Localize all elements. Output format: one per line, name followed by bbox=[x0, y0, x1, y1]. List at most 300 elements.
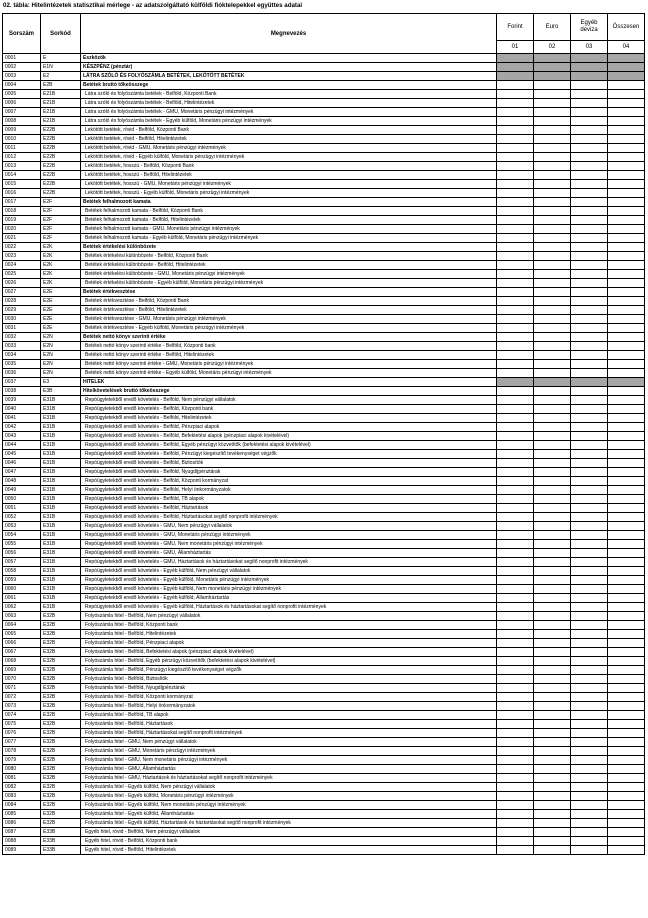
value-cell-euro[interactable] bbox=[534, 576, 571, 585]
value-cell-egyeb-deviza[interactable] bbox=[571, 405, 608, 414]
value-cell-forint[interactable] bbox=[497, 504, 534, 513]
value-cell-egyeb-deviza[interactable] bbox=[571, 297, 608, 306]
value-cell-osszesen[interactable] bbox=[608, 657, 645, 666]
value-cell-forint[interactable] bbox=[497, 378, 534, 387]
value-cell-euro[interactable] bbox=[534, 162, 571, 171]
value-cell-euro[interactable] bbox=[534, 513, 571, 522]
value-cell-osszesen[interactable] bbox=[608, 693, 645, 702]
value-cell-egyeb-deviza[interactable] bbox=[571, 54, 608, 63]
value-cell-osszesen[interactable] bbox=[608, 387, 645, 396]
value-cell-euro[interactable] bbox=[534, 63, 571, 72]
value-cell-forint[interactable] bbox=[497, 666, 534, 675]
value-cell-egyeb-deviza[interactable] bbox=[571, 504, 608, 513]
value-cell-euro[interactable] bbox=[534, 738, 571, 747]
value-cell-osszesen[interactable] bbox=[608, 513, 645, 522]
value-cell-osszesen[interactable] bbox=[608, 270, 645, 279]
value-cell-forint[interactable] bbox=[497, 522, 534, 531]
value-cell-forint[interactable] bbox=[497, 603, 534, 612]
value-cell-euro[interactable] bbox=[534, 324, 571, 333]
value-cell-egyeb-deviza[interactable] bbox=[571, 585, 608, 594]
value-cell-osszesen[interactable] bbox=[608, 621, 645, 630]
value-cell-euro[interactable] bbox=[534, 603, 571, 612]
value-cell-osszesen[interactable] bbox=[608, 261, 645, 270]
value-cell-osszesen[interactable] bbox=[608, 504, 645, 513]
value-cell-euro[interactable] bbox=[534, 594, 571, 603]
value-cell-euro[interactable] bbox=[534, 846, 571, 855]
value-cell-euro[interactable] bbox=[534, 711, 571, 720]
value-cell-egyeb-deviza[interactable] bbox=[571, 108, 608, 117]
value-cell-osszesen[interactable] bbox=[608, 792, 645, 801]
value-cell-forint[interactable] bbox=[497, 468, 534, 477]
value-cell-egyeb-deviza[interactable] bbox=[571, 324, 608, 333]
value-cell-euro[interactable] bbox=[534, 108, 571, 117]
value-cell-euro[interactable] bbox=[534, 468, 571, 477]
value-cell-euro[interactable] bbox=[534, 153, 571, 162]
value-cell-euro[interactable] bbox=[534, 621, 571, 630]
value-cell-euro[interactable] bbox=[534, 423, 571, 432]
value-cell-osszesen[interactable] bbox=[608, 549, 645, 558]
value-cell-euro[interactable] bbox=[534, 189, 571, 198]
value-cell-euro[interactable] bbox=[534, 72, 571, 81]
value-cell-forint[interactable] bbox=[497, 657, 534, 666]
value-cell-osszesen[interactable] bbox=[608, 108, 645, 117]
value-cell-egyeb-deviza[interactable] bbox=[571, 396, 608, 405]
value-cell-euro[interactable] bbox=[534, 819, 571, 828]
value-cell-forint[interactable] bbox=[497, 819, 534, 828]
value-cell-egyeb-deviza[interactable] bbox=[571, 162, 608, 171]
value-cell-egyeb-deviza[interactable] bbox=[571, 756, 608, 765]
value-cell-osszesen[interactable] bbox=[608, 252, 645, 261]
value-cell-euro[interactable] bbox=[534, 810, 571, 819]
value-cell-euro[interactable] bbox=[534, 351, 571, 360]
value-cell-euro[interactable] bbox=[534, 135, 571, 144]
value-cell-osszesen[interactable] bbox=[608, 81, 645, 90]
value-cell-osszesen[interactable] bbox=[608, 405, 645, 414]
value-cell-euro[interactable] bbox=[534, 684, 571, 693]
value-cell-forint[interactable] bbox=[497, 189, 534, 198]
value-cell-forint[interactable] bbox=[497, 270, 534, 279]
value-cell-egyeb-deviza[interactable] bbox=[571, 279, 608, 288]
value-cell-osszesen[interactable] bbox=[608, 756, 645, 765]
value-cell-osszesen[interactable] bbox=[608, 297, 645, 306]
value-cell-forint[interactable] bbox=[497, 441, 534, 450]
value-cell-egyeb-deviza[interactable] bbox=[571, 603, 608, 612]
value-cell-egyeb-deviza[interactable] bbox=[571, 558, 608, 567]
value-cell-egyeb-deviza[interactable] bbox=[571, 252, 608, 261]
value-cell-egyeb-deviza[interactable] bbox=[571, 378, 608, 387]
value-cell-euro[interactable] bbox=[534, 207, 571, 216]
value-cell-osszesen[interactable] bbox=[608, 540, 645, 549]
value-cell-osszesen[interactable] bbox=[608, 486, 645, 495]
value-cell-euro[interactable] bbox=[534, 765, 571, 774]
value-cell-forint[interactable] bbox=[497, 135, 534, 144]
value-cell-forint[interactable] bbox=[497, 63, 534, 72]
value-cell-egyeb-deviza[interactable] bbox=[571, 495, 608, 504]
value-cell-euro[interactable] bbox=[534, 747, 571, 756]
value-cell-euro[interactable] bbox=[534, 450, 571, 459]
value-cell-euro[interactable] bbox=[534, 387, 571, 396]
value-cell-euro[interactable] bbox=[534, 144, 571, 153]
value-cell-egyeb-deviza[interactable] bbox=[571, 315, 608, 324]
value-cell-osszesen[interactable] bbox=[608, 666, 645, 675]
value-cell-forint[interactable] bbox=[497, 252, 534, 261]
value-cell-forint[interactable] bbox=[497, 162, 534, 171]
value-cell-euro[interactable] bbox=[534, 432, 571, 441]
value-cell-forint[interactable] bbox=[497, 306, 534, 315]
value-cell-euro[interactable] bbox=[534, 729, 571, 738]
value-cell-forint[interactable] bbox=[497, 765, 534, 774]
value-cell-forint[interactable] bbox=[497, 234, 534, 243]
value-cell-egyeb-deviza[interactable] bbox=[571, 369, 608, 378]
value-cell-osszesen[interactable] bbox=[608, 225, 645, 234]
value-cell-egyeb-deviza[interactable] bbox=[571, 684, 608, 693]
value-cell-osszesen[interactable] bbox=[608, 675, 645, 684]
value-cell-euro[interactable] bbox=[534, 198, 571, 207]
value-cell-forint[interactable] bbox=[497, 702, 534, 711]
value-cell-euro[interactable] bbox=[534, 702, 571, 711]
value-cell-forint[interactable] bbox=[497, 513, 534, 522]
value-cell-euro[interactable] bbox=[534, 648, 571, 657]
value-cell-egyeb-deviza[interactable] bbox=[571, 423, 608, 432]
value-cell-euro[interactable] bbox=[534, 225, 571, 234]
value-cell-osszesen[interactable] bbox=[608, 243, 645, 252]
value-cell-forint[interactable] bbox=[497, 648, 534, 657]
value-cell-egyeb-deviza[interactable] bbox=[571, 810, 608, 819]
value-cell-osszesen[interactable] bbox=[608, 522, 645, 531]
value-cell-osszesen[interactable] bbox=[608, 432, 645, 441]
value-cell-egyeb-deviza[interactable] bbox=[571, 486, 608, 495]
value-cell-euro[interactable] bbox=[534, 756, 571, 765]
value-cell-forint[interactable] bbox=[497, 477, 534, 486]
value-cell-egyeb-deviza[interactable] bbox=[571, 738, 608, 747]
value-cell-forint[interactable] bbox=[497, 297, 534, 306]
value-cell-egyeb-deviza[interactable] bbox=[571, 630, 608, 639]
value-cell-egyeb-deviza[interactable] bbox=[571, 342, 608, 351]
value-cell-forint[interactable] bbox=[497, 108, 534, 117]
value-cell-euro[interactable] bbox=[534, 81, 571, 90]
value-cell-euro[interactable] bbox=[534, 360, 571, 369]
value-cell-euro[interactable] bbox=[534, 549, 571, 558]
value-cell-osszesen[interactable] bbox=[608, 450, 645, 459]
value-cell-egyeb-deviza[interactable] bbox=[571, 702, 608, 711]
value-cell-osszesen[interactable] bbox=[608, 846, 645, 855]
value-cell-egyeb-deviza[interactable] bbox=[571, 639, 608, 648]
value-cell-osszesen[interactable] bbox=[608, 153, 645, 162]
value-cell-egyeb-deviza[interactable] bbox=[571, 648, 608, 657]
value-cell-forint[interactable] bbox=[497, 531, 534, 540]
value-cell-euro[interactable] bbox=[534, 675, 571, 684]
value-cell-forint[interactable] bbox=[497, 207, 534, 216]
value-cell-egyeb-deviza[interactable] bbox=[571, 360, 608, 369]
value-cell-osszesen[interactable] bbox=[608, 630, 645, 639]
value-cell-osszesen[interactable] bbox=[608, 324, 645, 333]
value-cell-egyeb-deviza[interactable] bbox=[571, 432, 608, 441]
value-cell-egyeb-deviza[interactable] bbox=[571, 153, 608, 162]
value-cell-forint[interactable] bbox=[497, 792, 534, 801]
value-cell-egyeb-deviza[interactable] bbox=[571, 261, 608, 270]
value-cell-osszesen[interactable] bbox=[608, 801, 645, 810]
value-cell-egyeb-deviza[interactable] bbox=[571, 99, 608, 108]
value-cell-osszesen[interactable] bbox=[608, 603, 645, 612]
value-cell-osszesen[interactable] bbox=[608, 720, 645, 729]
value-cell-euro[interactable] bbox=[534, 90, 571, 99]
value-cell-euro[interactable] bbox=[534, 216, 571, 225]
value-cell-egyeb-deviza[interactable] bbox=[571, 765, 608, 774]
value-cell-egyeb-deviza[interactable] bbox=[571, 774, 608, 783]
value-cell-egyeb-deviza[interactable] bbox=[571, 189, 608, 198]
value-cell-euro[interactable] bbox=[534, 279, 571, 288]
value-cell-osszesen[interactable] bbox=[608, 63, 645, 72]
value-cell-forint[interactable] bbox=[497, 684, 534, 693]
value-cell-egyeb-deviza[interactable] bbox=[571, 693, 608, 702]
value-cell-egyeb-deviza[interactable] bbox=[571, 72, 608, 81]
value-cell-euro[interactable] bbox=[534, 405, 571, 414]
value-cell-euro[interactable] bbox=[534, 378, 571, 387]
value-cell-egyeb-deviza[interactable] bbox=[571, 828, 608, 837]
value-cell-forint[interactable] bbox=[497, 333, 534, 342]
value-cell-forint[interactable] bbox=[497, 846, 534, 855]
value-cell-forint[interactable] bbox=[497, 360, 534, 369]
value-cell-egyeb-deviza[interactable] bbox=[571, 846, 608, 855]
value-cell-osszesen[interactable] bbox=[608, 135, 645, 144]
value-cell-osszesen[interactable] bbox=[608, 441, 645, 450]
value-cell-euro[interactable] bbox=[534, 504, 571, 513]
value-cell-osszesen[interactable] bbox=[608, 612, 645, 621]
value-cell-forint[interactable] bbox=[497, 126, 534, 135]
value-cell-forint[interactable] bbox=[497, 81, 534, 90]
value-cell-osszesen[interactable] bbox=[608, 837, 645, 846]
value-cell-forint[interactable] bbox=[497, 198, 534, 207]
value-cell-osszesen[interactable] bbox=[608, 333, 645, 342]
value-cell-egyeb-deviza[interactable] bbox=[571, 522, 608, 531]
value-cell-egyeb-deviza[interactable] bbox=[571, 819, 608, 828]
value-cell-egyeb-deviza[interactable] bbox=[571, 531, 608, 540]
value-cell-egyeb-deviza[interactable] bbox=[571, 117, 608, 126]
value-cell-euro[interactable] bbox=[534, 792, 571, 801]
value-cell-euro[interactable] bbox=[534, 477, 571, 486]
value-cell-forint[interactable] bbox=[497, 747, 534, 756]
value-cell-osszesen[interactable] bbox=[608, 738, 645, 747]
value-cell-forint[interactable] bbox=[497, 630, 534, 639]
value-cell-forint[interactable] bbox=[497, 549, 534, 558]
value-cell-forint[interactable] bbox=[497, 540, 534, 549]
value-cell-egyeb-deviza[interactable] bbox=[571, 414, 608, 423]
value-cell-osszesen[interactable] bbox=[608, 711, 645, 720]
value-cell-egyeb-deviza[interactable] bbox=[571, 477, 608, 486]
value-cell-euro[interactable] bbox=[534, 666, 571, 675]
value-cell-forint[interactable] bbox=[497, 180, 534, 189]
value-cell-forint[interactable] bbox=[497, 414, 534, 423]
value-cell-euro[interactable] bbox=[534, 126, 571, 135]
value-cell-osszesen[interactable] bbox=[608, 171, 645, 180]
value-cell-forint[interactable] bbox=[497, 495, 534, 504]
value-cell-forint[interactable] bbox=[497, 261, 534, 270]
value-cell-osszesen[interactable] bbox=[608, 72, 645, 81]
value-cell-euro[interactable] bbox=[534, 288, 571, 297]
value-cell-forint[interactable] bbox=[497, 693, 534, 702]
value-cell-euro[interactable] bbox=[534, 333, 571, 342]
value-cell-forint[interactable] bbox=[497, 729, 534, 738]
value-cell-forint[interactable] bbox=[497, 612, 534, 621]
value-cell-forint[interactable] bbox=[497, 342, 534, 351]
value-cell-egyeb-deviza[interactable] bbox=[571, 729, 608, 738]
value-cell-egyeb-deviza[interactable] bbox=[571, 612, 608, 621]
value-cell-egyeb-deviza[interactable] bbox=[571, 135, 608, 144]
value-cell-euro[interactable] bbox=[534, 801, 571, 810]
value-cell-osszesen[interactable] bbox=[608, 369, 645, 378]
value-cell-forint[interactable] bbox=[497, 558, 534, 567]
value-cell-forint[interactable] bbox=[497, 486, 534, 495]
value-cell-euro[interactable] bbox=[534, 540, 571, 549]
value-cell-egyeb-deviza[interactable] bbox=[571, 81, 608, 90]
value-cell-egyeb-deviza[interactable] bbox=[571, 450, 608, 459]
value-cell-euro[interactable] bbox=[534, 396, 571, 405]
value-cell-egyeb-deviza[interactable] bbox=[571, 243, 608, 252]
value-cell-osszesen[interactable] bbox=[608, 216, 645, 225]
value-cell-osszesen[interactable] bbox=[608, 774, 645, 783]
value-cell-osszesen[interactable] bbox=[608, 351, 645, 360]
value-cell-euro[interactable] bbox=[534, 720, 571, 729]
value-cell-forint[interactable] bbox=[497, 675, 534, 684]
value-cell-osszesen[interactable] bbox=[608, 234, 645, 243]
value-cell-euro[interactable] bbox=[534, 639, 571, 648]
value-cell-forint[interactable] bbox=[497, 279, 534, 288]
value-cell-egyeb-deviza[interactable] bbox=[571, 540, 608, 549]
value-cell-forint[interactable] bbox=[497, 621, 534, 630]
value-cell-forint[interactable] bbox=[497, 90, 534, 99]
value-cell-forint[interactable] bbox=[497, 711, 534, 720]
value-cell-euro[interactable] bbox=[534, 234, 571, 243]
value-cell-euro[interactable] bbox=[534, 657, 571, 666]
value-cell-egyeb-deviza[interactable] bbox=[571, 144, 608, 153]
value-cell-osszesen[interactable] bbox=[608, 639, 645, 648]
value-cell-forint[interactable] bbox=[497, 594, 534, 603]
value-cell-egyeb-deviza[interactable] bbox=[571, 621, 608, 630]
value-cell-osszesen[interactable] bbox=[608, 567, 645, 576]
value-cell-osszesen[interactable] bbox=[608, 648, 645, 657]
value-cell-egyeb-deviza[interactable] bbox=[571, 792, 608, 801]
value-cell-euro[interactable] bbox=[534, 315, 571, 324]
value-cell-forint[interactable] bbox=[497, 423, 534, 432]
value-cell-osszesen[interactable] bbox=[608, 288, 645, 297]
value-cell-euro[interactable] bbox=[534, 486, 571, 495]
value-cell-osszesen[interactable] bbox=[608, 477, 645, 486]
value-cell-osszesen[interactable] bbox=[608, 747, 645, 756]
value-cell-forint[interactable] bbox=[497, 54, 534, 63]
value-cell-euro[interactable] bbox=[534, 54, 571, 63]
value-cell-egyeb-deviza[interactable] bbox=[571, 198, 608, 207]
value-cell-forint[interactable] bbox=[497, 117, 534, 126]
value-cell-forint[interactable] bbox=[497, 450, 534, 459]
value-cell-osszesen[interactable] bbox=[608, 576, 645, 585]
value-cell-euro[interactable] bbox=[534, 495, 571, 504]
value-cell-euro[interactable] bbox=[534, 630, 571, 639]
value-cell-osszesen[interactable] bbox=[608, 207, 645, 216]
value-cell-euro[interactable] bbox=[534, 558, 571, 567]
value-cell-forint[interactable] bbox=[497, 369, 534, 378]
value-cell-forint[interactable] bbox=[497, 225, 534, 234]
value-cell-osszesen[interactable] bbox=[608, 306, 645, 315]
value-cell-osszesen[interactable] bbox=[608, 684, 645, 693]
value-cell-euro[interactable] bbox=[534, 522, 571, 531]
value-cell-forint[interactable] bbox=[497, 801, 534, 810]
value-cell-euro[interactable] bbox=[534, 567, 571, 576]
value-cell-forint[interactable] bbox=[497, 810, 534, 819]
value-cell-forint[interactable] bbox=[497, 171, 534, 180]
value-cell-forint[interactable] bbox=[497, 639, 534, 648]
value-cell-osszesen[interactable] bbox=[608, 396, 645, 405]
value-cell-egyeb-deviza[interactable] bbox=[571, 549, 608, 558]
value-cell-egyeb-deviza[interactable] bbox=[571, 63, 608, 72]
value-cell-egyeb-deviza[interactable] bbox=[571, 90, 608, 99]
value-cell-forint[interactable] bbox=[497, 243, 534, 252]
value-cell-euro[interactable] bbox=[534, 774, 571, 783]
value-cell-osszesen[interactable] bbox=[608, 99, 645, 108]
value-cell-forint[interactable] bbox=[497, 828, 534, 837]
value-cell-forint[interactable] bbox=[497, 720, 534, 729]
value-cell-egyeb-deviza[interactable] bbox=[571, 567, 608, 576]
value-cell-forint[interactable] bbox=[497, 216, 534, 225]
value-cell-euro[interactable] bbox=[534, 828, 571, 837]
value-cell-euro[interactable] bbox=[534, 612, 571, 621]
value-cell-euro[interactable] bbox=[534, 783, 571, 792]
value-cell-osszesen[interactable] bbox=[608, 702, 645, 711]
value-cell-osszesen[interactable] bbox=[608, 144, 645, 153]
value-cell-forint[interactable] bbox=[497, 837, 534, 846]
value-cell-egyeb-deviza[interactable] bbox=[571, 333, 608, 342]
value-cell-euro[interactable] bbox=[534, 342, 571, 351]
value-cell-osszesen[interactable] bbox=[608, 765, 645, 774]
value-cell-forint[interactable] bbox=[497, 405, 534, 414]
value-cell-osszesen[interactable] bbox=[608, 360, 645, 369]
value-cell-egyeb-deviza[interactable] bbox=[571, 441, 608, 450]
value-cell-euro[interactable] bbox=[534, 243, 571, 252]
value-cell-euro[interactable] bbox=[534, 306, 571, 315]
value-cell-forint[interactable] bbox=[497, 396, 534, 405]
value-cell-osszesen[interactable] bbox=[608, 342, 645, 351]
value-cell-forint[interactable] bbox=[497, 432, 534, 441]
value-cell-egyeb-deviza[interactable] bbox=[571, 387, 608, 396]
value-cell-euro[interactable] bbox=[534, 837, 571, 846]
value-cell-egyeb-deviza[interactable] bbox=[571, 459, 608, 468]
value-cell-osszesen[interactable] bbox=[608, 729, 645, 738]
value-cell-euro[interactable] bbox=[534, 99, 571, 108]
value-cell-forint[interactable] bbox=[497, 567, 534, 576]
value-cell-osszesen[interactable] bbox=[608, 54, 645, 63]
value-cell-osszesen[interactable] bbox=[608, 783, 645, 792]
value-cell-egyeb-deviza[interactable] bbox=[571, 576, 608, 585]
value-cell-euro[interactable] bbox=[534, 693, 571, 702]
value-cell-osszesen[interactable] bbox=[608, 423, 645, 432]
value-cell-euro[interactable] bbox=[534, 585, 571, 594]
value-cell-egyeb-deviza[interactable] bbox=[571, 234, 608, 243]
value-cell-forint[interactable] bbox=[497, 153, 534, 162]
value-cell-forint[interactable] bbox=[497, 756, 534, 765]
value-cell-egyeb-deviza[interactable] bbox=[571, 351, 608, 360]
value-cell-osszesen[interactable] bbox=[608, 279, 645, 288]
value-cell-forint[interactable] bbox=[497, 99, 534, 108]
value-cell-forint[interactable] bbox=[497, 459, 534, 468]
value-cell-euro[interactable] bbox=[534, 414, 571, 423]
value-cell-forint[interactable] bbox=[497, 315, 534, 324]
value-cell-forint[interactable] bbox=[497, 72, 534, 81]
value-cell-egyeb-deviza[interactable] bbox=[571, 306, 608, 315]
value-cell-forint[interactable] bbox=[497, 738, 534, 747]
value-cell-osszesen[interactable] bbox=[608, 162, 645, 171]
value-cell-egyeb-deviza[interactable] bbox=[571, 216, 608, 225]
value-cell-egyeb-deviza[interactable] bbox=[571, 675, 608, 684]
value-cell-osszesen[interactable] bbox=[608, 585, 645, 594]
